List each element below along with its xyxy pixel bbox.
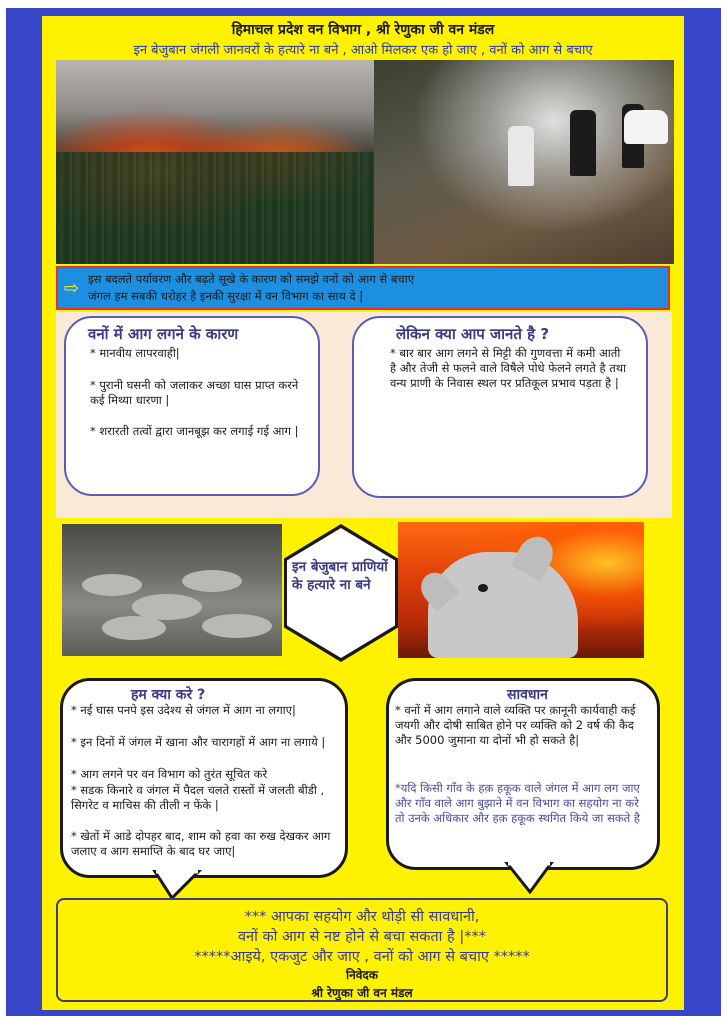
footer-line-2: वनों को आग से नष्ट होने से बचा सकता है |*** <box>238 929 486 945</box>
causes-item: * मानवीय लापरवाही| <box>90 346 180 360</box>
firefighters-photo <box>374 60 674 264</box>
person-figure <box>508 126 534 186</box>
what-to-do-bubble-tail <box>152 870 202 900</box>
did-you-know-title: लेकिन क्या आप जानते है ? <box>396 325 550 343</box>
car-shape <box>624 110 668 144</box>
what-to-do-bubble <box>60 678 348 878</box>
forest-fire-photo <box>56 60 374 264</box>
caution-note: *यदि किसी गाँव के हक़ हकूक वाले जंगल में आग लग जाए और गाँव वाले आग बुझाने में वन विभाग का सहयोग ना करे तो उनके अधिकार और हक़ हकूक स्थगित किये जा सकते है <box>395 781 640 825</box>
banner-line-2: जंगल हम सबकी धरोहर है इनकी सुरक्षा में वन विभाग का साथ दे | <box>88 289 364 303</box>
page-subtitle: इन बेजुबान जंगली जानवरों के हत्यारे ना बने , आओ मिलकर एक हो जाए , वनों को आग से बचाए <box>133 43 593 58</box>
what-to-do-item: * सडक किनारे व जंगल में पैदल चलते रास्तों में जलती बीडी , सिगरेट व माचिस की तीली न फेंके | <box>71 783 325 812</box>
causes-bubble <box>64 316 320 496</box>
person-figure <box>570 110 596 176</box>
caution-text: * वनों में आग लगाने वाले व्यक्ति पर क़ानूनी कार्यवाही कई जयगी और दोषी साबित होने पर व्यक्ति को 2 वर्ष की कैद और 5000 जुमाना या दोनों भी हो सकते है| <box>395 703 636 747</box>
kangaroo-photo <box>398 522 644 658</box>
carcass-shape <box>102 616 166 640</box>
did-you-know-text: * बार बार आग लगने से मिट्टी की गुणवत्ता में कमी आती है और तेजी से फलने वाले विषैले पोधे फेलने लगते है तथा वन्य प्राणी के निवास स्थल पर प्रतिकूल प्रभाव पड़ता है | <box>390 346 627 390</box>
footer-line-1: *** आपका सहयोग और थोड़ी सी सावधानी, <box>244 909 480 925</box>
what-to-do-item: * नई घास पनपे इस उदेश्य से जंगल में आग ना लगाए| <box>71 703 296 717</box>
hexagon-text: इन बेजुबान प्राणियों के हत्यारे ना बने <box>292 559 388 593</box>
banner-line-1: इस बदलते पर्यावरण और बढ़ते सूखे के कारण को समझे वनों को आग से बचाए <box>88 272 415 286</box>
speech-bubble-area <box>56 312 672 518</box>
did-you-know-bubble <box>352 316 648 498</box>
caution-bubble <box>386 678 660 870</box>
carcass-shape <box>82 574 142 596</box>
what-to-do-item: * आग लगने पर वन विभाग को तुरंत सूचित करे <box>71 767 268 781</box>
caution-bubble-tail <box>504 862 554 894</box>
caution-title: सावधान <box>507 687 548 703</box>
footer-message-box <box>56 898 668 1002</box>
dead-animals-photo <box>62 524 282 656</box>
footer-line-3: *****आइये, एकजुट और जाए , वनों को आग से बचाए ***** <box>194 949 530 965</box>
arrow-right-icon: ⇨ <box>64 278 80 299</box>
poster <box>42 16 684 1010</box>
carcass-shape <box>202 614 272 638</box>
kangaroo-eye <box>478 584 488 592</box>
what-to-do-title: हम क्या करे ? <box>131 687 206 703</box>
causes-item: * पुरानी घसनी को जलाकर अच्छा घास प्राप्त करने कई मिथ्या धारणा | <box>90 378 299 407</box>
kangaroo-shape <box>428 552 578 658</box>
carcass-shape <box>182 570 242 592</box>
causes-title: वनों में आग लगने के कारण <box>88 325 239 343</box>
what-to-do-item: * खेतों में आडे दोपहर बाद, शाम को हवा का रुख देखकर आग जलाए व आग समाप्ति के बाद घर जाए| <box>71 829 331 858</box>
causes-item: * शरारती तत्वों द्वारा जानबूझ कर लगाई गई आग | <box>90 424 299 438</box>
page-title: हिमाचल प्रदेश वन विभाग , श्री रेणुका जी वन मंडल <box>231 22 495 38</box>
info-banner <box>56 266 670 310</box>
burning-trees <box>56 152 374 264</box>
footer-signoff-label: निवेदक <box>345 968 379 982</box>
what-to-do-item: * इन दिनों में जंगल में खाना और चारागहों में आग ना लगाये | <box>71 735 326 749</box>
footer-signoff-org: श्री रेणुका जी वन मंडल <box>311 986 413 1000</box>
